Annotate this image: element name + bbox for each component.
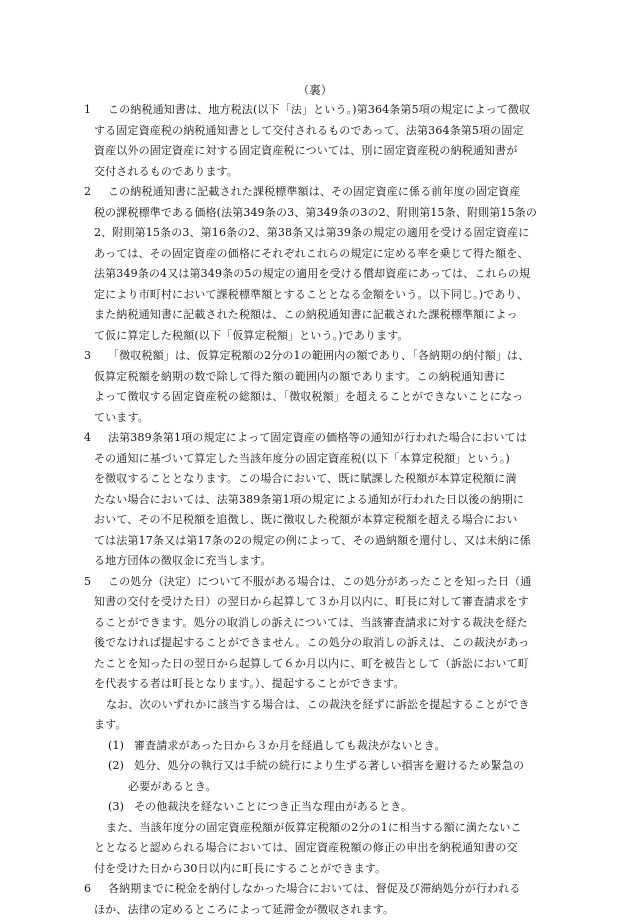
section-line — [94, 305, 540, 326]
section-text: ることができます。処分の取消しの訴えについては、当該審査請求に対する裁決を経た — [94, 616, 528, 629]
section-text: 交付されるものであります。 — [94, 165, 238, 178]
section-line — [94, 900, 540, 920]
section-number: 4 — [84, 428, 91, 449]
section-text: また納税通知書に記載された税額は、この納税通知書に記載された課税標準額によっ — [94, 308, 518, 321]
section-text: 後でなければ提起することができません。この処分の取消しの訴えは、この裁決があっ — [94, 636, 529, 649]
section-line — [94, 654, 540, 675]
section-line — [94, 244, 540, 265]
section-line — [94, 121, 540, 142]
section-line — [94, 162, 540, 183]
also-line: ととなると認められる場合においては、固定資産税額の修正の申出を納税通知書の交 — [94, 838, 540, 859]
sub-item-text: 必要があるとき。 — [128, 780, 217, 793]
section-line — [94, 428, 540, 449]
note-line: ます。 — [94, 715, 540, 736]
section-number: 3 — [84, 346, 91, 367]
section-line — [94, 285, 540, 306]
section-line — [94, 326, 540, 347]
section-text: 各納期までに税金を納付しなかった場合においては、督促及び滞納処分が行われる — [108, 882, 521, 895]
section-line — [94, 674, 540, 695]
sub-item-line — [94, 756, 540, 777]
also-line: また、当該年度分の固定資産税額が仮算定税額の2分の1に相当する額に満たないこ — [94, 818, 540, 839]
sub-item-line — [94, 736, 540, 757]
section-text: て仮に算定した税額(以下「仮算定税額」という。)であります。 — [94, 329, 409, 342]
also-line: 付を受けた日から30日以内に町長にすることができます。 — [94, 859, 540, 880]
sub-item-number: (3) — [108, 797, 124, 818]
document-body — [94, 100, 540, 920]
section-line — [94, 449, 540, 470]
section-line — [94, 592, 540, 613]
section-text: 「徴収税額」は、仮算定税額の2分の1の範囲内の額であり、「各納期の納付額」は、 — [108, 349, 529, 362]
section-line — [94, 408, 540, 429]
section-text: 2、附則第15条の3、第16条の2、第38条又は第39条の規定の適用を受ける固定資産に — [94, 226, 529, 239]
section-text: あっては、その固定資産の価格にそれぞれこれらの規定に定める率を乗じて得た額を、 — [94, 247, 529, 260]
section-text: を代表する者は町長となります。）、提起することができます。 — [94, 677, 405, 690]
section-text: たことを知った日の翌日から起算して６か月以内に、町を被告として（訴訟において町 — [94, 657, 529, 670]
section-text: ほか、法律の定めるところによって延滞金が徴収されます。 — [94, 903, 394, 916]
sub-item-text: 処分、処分の執行又は手続の続行により生ずる著しい損害を避けるため緊急の — [134, 759, 524, 772]
section-number: 1 — [84, 100, 91, 121]
note-line: なお、次のいずれかに該当する場合は、この裁決を経ずに訴訟を提起することができ — [94, 695, 540, 716]
section-line — [94, 203, 540, 224]
section-line — [94, 264, 540, 285]
section-number: 2 — [84, 182, 91, 203]
section-line — [94, 469, 540, 490]
section-text: 資産以外の固定資産に対する固定資産税については、別に固定資産税の納税通知書が — [94, 144, 517, 157]
section-line — [94, 387, 540, 408]
sub-item-number: (1) — [108, 736, 124, 757]
section-text: 税の課税標準である価格(法第349条の3、第349条の3の2、附則第15条、附則第15条の — [94, 206, 537, 219]
section-number: 5 — [84, 572, 91, 593]
section-line — [94, 490, 540, 511]
section-line — [94, 510, 540, 531]
section-text: 法第389条第1項の規定によって固定資産の価格等の通知が行われた場合においては — [108, 431, 527, 444]
section-text: ています。 — [94, 411, 149, 424]
section-text: この納税通知書に記載された課税標準額は、その固定資産に係る前年度の固定資産 — [108, 185, 521, 198]
section-line — [94, 613, 540, 634]
section-line — [94, 551, 540, 572]
section-text: おいて、その不足税額を追徴し、既に徴収した税額が本算定税額を超える場合におい — [94, 513, 517, 526]
section-line — [94, 531, 540, 552]
section-line — [94, 141, 540, 162]
sub-item-text: 審査請求があった日から３か月を経過しても裁決がないとき。 — [134, 739, 446, 752]
section-line — [94, 100, 540, 121]
section-line — [94, 367, 540, 388]
section-text: この処分（決定）について不服がある場合は、この処分があったことを知った日（通 — [108, 575, 531, 588]
section-text: この納税通知書は、地方税法(以下「法」という。)第364条第5項の規定によって徴収 — [108, 103, 530, 116]
section-line — [94, 633, 540, 654]
section-text: 定により市町村において課税標準額とすることとなる金額をいう。以下同じ。)であり、 — [94, 288, 528, 301]
section-line — [94, 346, 540, 367]
section-text: 知書の交付を受けた日）の翌日から起算して３か月以内に、町長に対して審査請求をす — [94, 595, 529, 608]
section-text: 法第349条の4又は第349条の5の規定の適用を受ける償却資産にあっては、これらの規 — [94, 267, 530, 280]
section-line — [94, 879, 540, 900]
section-number: 6 — [84, 879, 91, 900]
section-text: ては法第17条又は第17条の2の規定の例によって、その過納額を還付し、又は未納に係 — [94, 534, 531, 547]
page-heading: （裏） — [0, 80, 630, 100]
section-text: その通知に基づいて算定した当該年度分の固定資産税(以下「本算定税額」という。) — [94, 452, 510, 465]
section-text: を徴収することとなります。この場合において、既に賦課した税額が本算定税額に満 — [94, 472, 517, 485]
section-line — [94, 182, 540, 203]
section-text: 仮算定税額を納期の数で除して得た額の範囲内の額であります。この納税通知書に — [94, 370, 506, 383]
sub-item-line — [94, 797, 540, 818]
section-text: する固定資産税の納税通知書として交付されるものであって、法第364条第5項の固定 — [94, 124, 524, 137]
section-text: たない場合においては、法第389条第1項の規定による通知が行われた日以後の納期に — [94, 493, 524, 506]
sub-item-number: (2) — [108, 756, 124, 777]
section-line — [94, 572, 540, 593]
sub-item-text: その他裁決を経ないことにつき正当な理由があるとき。 — [134, 800, 412, 813]
section-text: よって徴収する固定資産税の総額は、「徴収税額」を超えることができないことになっ — [94, 390, 523, 403]
sub-item-line — [94, 777, 540, 798]
section-line — [94, 223, 540, 244]
section-text: る地方団体の徴収金に充当します。 — [94, 554, 272, 567]
